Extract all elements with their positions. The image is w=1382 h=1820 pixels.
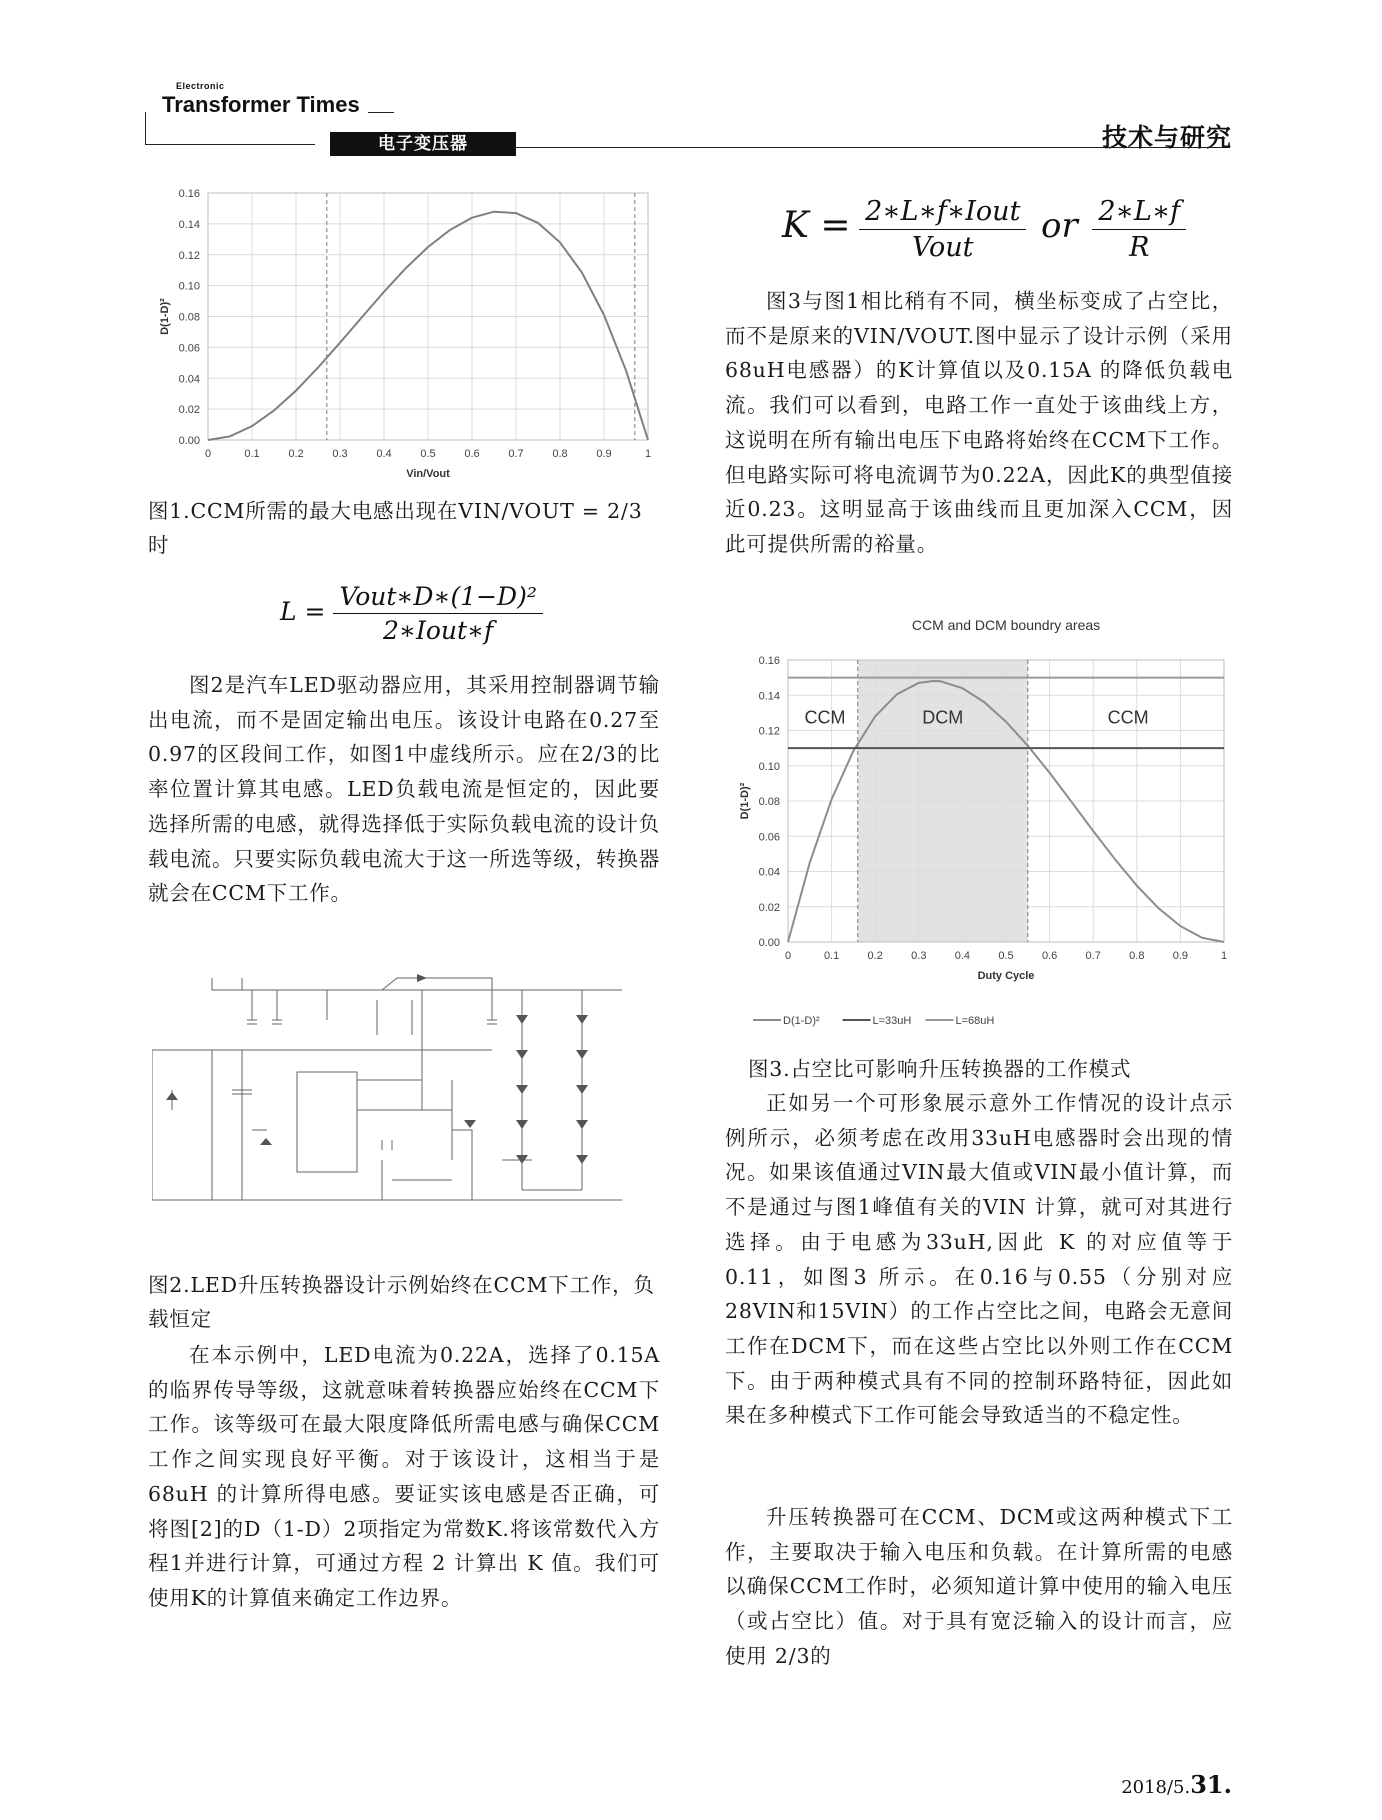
formula-K-numerator-2: 2∗L∗f bbox=[1092, 196, 1186, 230]
formula-K-or: or bbox=[1041, 206, 1078, 246]
x-tick-label: 0.2 bbox=[867, 950, 883, 962]
x-tick-label: 0.8 bbox=[552, 448, 568, 460]
y-tick-label: 0.14 bbox=[758, 690, 780, 703]
y-axis-label: D(1-D)² bbox=[159, 298, 171, 335]
section-title: 技术与研究 bbox=[1101, 123, 1232, 152]
fig3-chart bbox=[716, 612, 1236, 1034]
left-paragraph-1: 图2是汽车LED驱动器应用，其采用控制器调节输出电流，而不是固定输出电压。该设计电路在0.27至0.97的区段间工作，如图1中虚线所示。应在2/3的比率位置计算其电感。LED负载电流是恒定的，因此要选择所需的电感，就得选择低于实际负载电流的设计负载电流。只要实际负载电流大于这一所选等级，转换器就会在CCM下工作。 bbox=[148, 673, 660, 906]
x-tick-label: 0.3 bbox=[911, 950, 927, 962]
x-tick-label: 0.1 bbox=[823, 950, 840, 962]
y-tick-label: 0.10 bbox=[758, 760, 780, 773]
x-tick-label: 0.8 bbox=[1129, 950, 1145, 962]
fig1-chart bbox=[150, 180, 660, 485]
formula-K bbox=[782, 196, 1186, 263]
header-rule-left bbox=[145, 144, 315, 145]
left-paragraph-2: 在本示例中，LED电流为0.22A，选择了0.15A的临界传导等级，这就意味着转换器应始终在CCM下工作。该等级可在最大限度降低所需电感与确保CCM工作之间实现良好平衡。对于该设计，这相当于是68uH 的计算所得电感。要证实该电感是否正确，可将图[2]的D（1-D）2项指定为常数K.将该常数代入方程1并进行计算，可通过方程 2 计算出 K 值。我们可使用K的计算值来确定工作边界。 bbox=[148, 1343, 660, 1610]
x-tick-label: 0.4 bbox=[376, 448, 392, 460]
x-tick-label: 0.5 bbox=[998, 950, 1014, 962]
header-rule bbox=[145, 112, 146, 144]
formula-K-denominator-1: Vout bbox=[912, 232, 974, 263]
y-tick-label: 0.04 bbox=[758, 866, 780, 879]
y-tick-label: 0.06 bbox=[758, 831, 780, 844]
y-tick-label: 0.10 bbox=[178, 280, 200, 293]
x-tick-label: 0.9 bbox=[1172, 950, 1189, 962]
formula-K-numerator-1: 2∗L∗f∗Iout bbox=[859, 196, 1026, 230]
x-tick-label: 0.6 bbox=[464, 448, 480, 460]
legend-label: L=68uH bbox=[955, 1015, 995, 1027]
y-tick-label: 0.16 bbox=[758, 655, 780, 667]
formula-K-denominator-2: R bbox=[1129, 232, 1150, 263]
x-tick-label: 0.5 bbox=[420, 448, 436, 460]
y-tick-label: 0.12 bbox=[758, 725, 780, 738]
y-axis-label: D(1-D)² bbox=[739, 782, 751, 820]
y-tick-label: 0.12 bbox=[178, 249, 200, 262]
journal-name-cn: 电子变压器 bbox=[330, 132, 516, 156]
right-paragraph-1: 图3与图1相比稍有不同，横坐标变成了占空比，而不是原来的VIN/VOUT.图中显示了设计示例（采用68uH电感器）的K计算值以及0.15A 的降低负载电流。我们可以看到，电路工作一直处于该曲线上方，这说明在所有输出电压下电路将始终在CCM下工作。但电路实际可将电流调节为0.22A，因此K的典型值接近0.23。这明显高于该曲线而且更加深入CCM，因此可提供所需的裕量。 bbox=[725, 289, 1233, 556]
y-tick-label: 0.14 bbox=[178, 218, 200, 231]
legend-label: D(1-D)² bbox=[783, 1015, 820, 1027]
x-tick-label: 0.2 bbox=[288, 448, 304, 460]
y-tick-label: 0.08 bbox=[758, 796, 780, 808]
formula-L bbox=[280, 582, 543, 645]
y-tick-label: 0.16 bbox=[178, 188, 200, 200]
y-tick-label: 0.04 bbox=[178, 373, 200, 386]
y-tick-label: 0.08 bbox=[178, 311, 200, 324]
x-tick-label: 0.1 bbox=[244, 448, 260, 460]
region-label: CCM bbox=[804, 707, 846, 728]
chart-title: CCM and DCM boundry areas bbox=[911, 617, 1101, 633]
right-paragraph-2: 正如另一个可形象展示意外工作情况的设计点示例所示，必须考虑在改用33uH电感器时会出现的情况。如果该值通过VIN最大值或VIN最小值计算，而不是通过与图1峰值有关的VIN 计算，就可对其进行选择。由于电感为33uH,因此 K 的对应值等于 0.11，如图3 所示。在0.16与0.55（分别对应28VIN和15VIN）的工作占空比之间，电路会无意间工作在DCM下，而在这些占空比以外则工作在CCM下。由于两种模式具有不同的控制环路特征，因此如果在多种模式下工作可能会导致适当的不稳定性。 bbox=[725, 1091, 1233, 1428]
y-tick-label: 0.02 bbox=[178, 404, 200, 417]
y-tick-label: 0.00 bbox=[758, 937, 780, 949]
page-number: 2018/5.31. bbox=[1121, 1770, 1232, 1799]
fig1-caption: 图1.CCM所需的最大电感出现在VIN/VOUT = 2/3时 bbox=[148, 499, 643, 557]
formula-L-lhs: L = bbox=[280, 597, 326, 626]
x-tick-label: 0 bbox=[204, 448, 212, 460]
header-dash bbox=[368, 112, 394, 113]
fig2-caption: 图2.LED升压转换器设计示例始终在CCM下工作，负载恒定 bbox=[148, 1273, 655, 1331]
x-tick-label: 0 bbox=[784, 950, 792, 962]
formula-L-denominator: 2∗Iout∗f bbox=[383, 616, 494, 645]
y-tick-label: 0.06 bbox=[178, 342, 200, 355]
region-label: CCM bbox=[1107, 707, 1149, 728]
legend-label: L=33uH bbox=[872, 1015, 912, 1027]
region-label: DCM bbox=[922, 707, 964, 728]
fig3-caption: 图3.占空比可影响升压转换器的工作模式 bbox=[748, 1057, 1132, 1081]
formula-L-numerator: Vout∗D∗(1−D)² bbox=[333, 582, 542, 614]
x-tick-label: 0.7 bbox=[508, 448, 524, 460]
journal-logo: Electronic Transformer Times bbox=[162, 81, 360, 117]
x-tick-label: 0.9 bbox=[596, 448, 612, 460]
y-tick-label: 0.02 bbox=[758, 901, 780, 914]
x-tick-label: 1 bbox=[1220, 950, 1228, 962]
x-tick-label: 0.6 bbox=[1041, 950, 1058, 962]
y-tick-label: 0.00 bbox=[178, 435, 200, 447]
x-axis-label: Vin/Vout bbox=[406, 468, 450, 480]
formula-K-lhs: K = bbox=[782, 205, 851, 246]
x-axis-label: Duty Cycle bbox=[977, 970, 1035, 982]
x-tick-label: 1 bbox=[644, 448, 652, 460]
right-paragraph-3: 升压转换器可在CCM、DCM或这两种模式下工作，主要取决于输入电压和负载。在计算所需的电感以确保CCM工作时，必须知道计算中使用的输入电压（或占空比）值。对于具有宽泛输入的设计而言，应使用 2/3的 bbox=[725, 1505, 1233, 1668]
x-tick-label: 0.7 bbox=[1085, 950, 1101, 962]
x-tick-label: 0.4 bbox=[954, 950, 971, 962]
x-tick-label: 0.3 bbox=[332, 448, 348, 460]
fig2-circuit-schematic bbox=[152, 960, 644, 1228]
